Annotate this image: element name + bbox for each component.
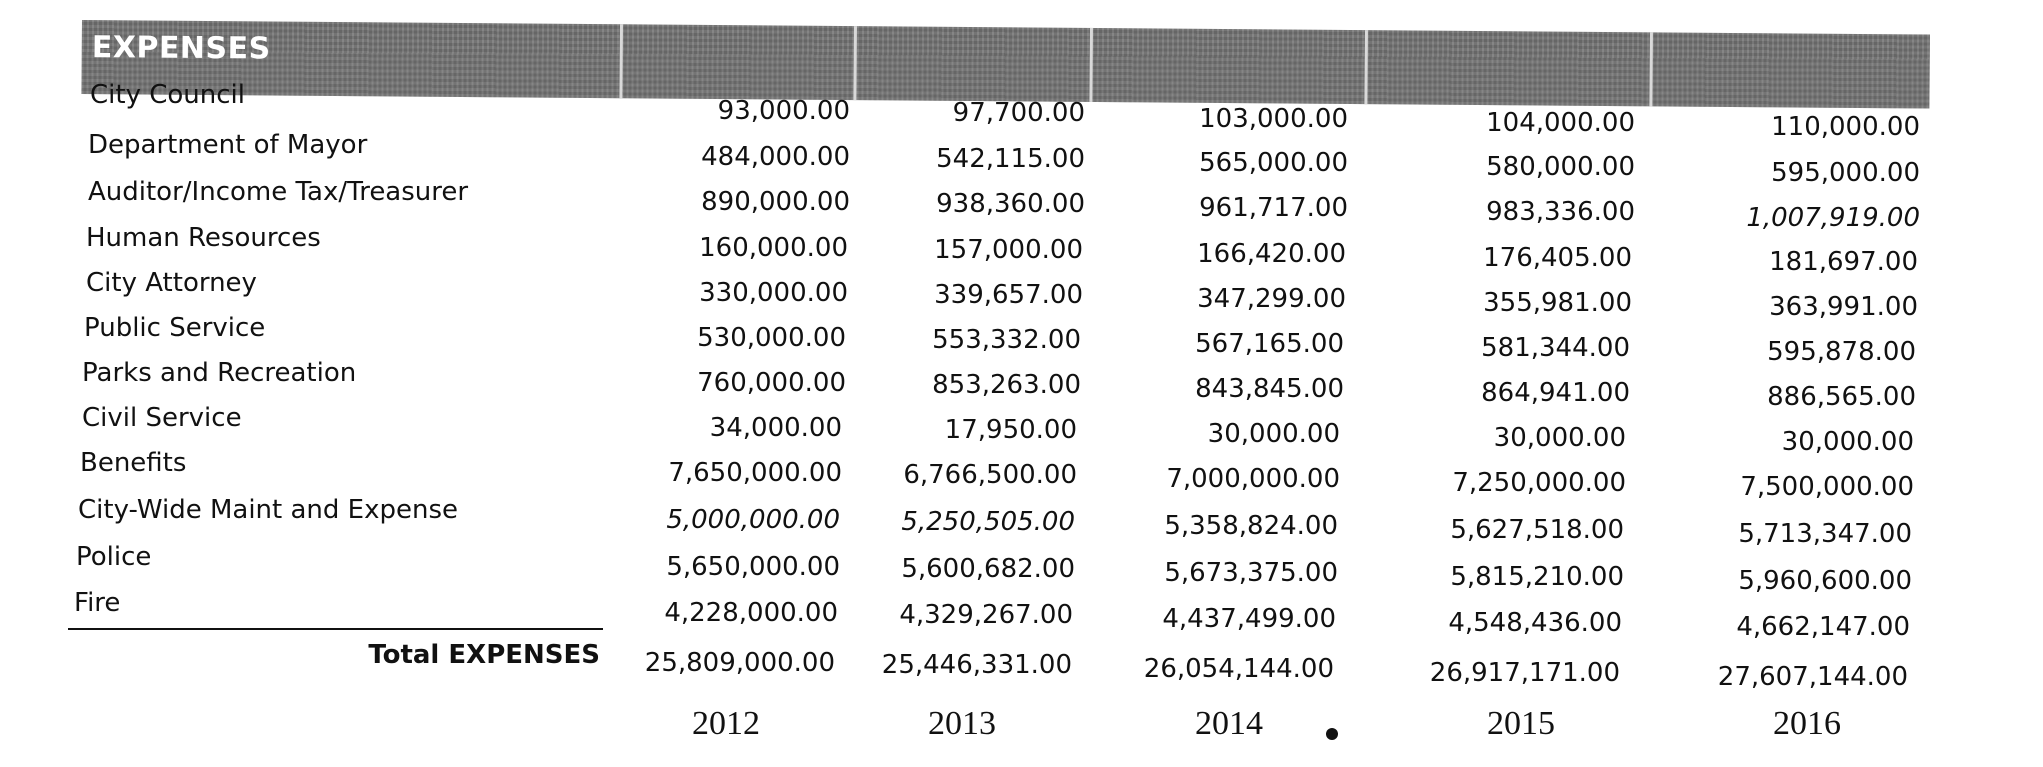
value-2014: 347,299.00 [1197, 284, 1346, 314]
value-2013: 157,000.00 [934, 235, 1083, 265]
header-title: EXPENSES [91, 30, 271, 67]
total-2012: 25,809,000.00 [644, 648, 835, 678]
value-2016: 181,697.00 [1769, 247, 1918, 277]
value-2015: 581,344.00 [1481, 333, 1630, 363]
value-2015: 30,000.00 [1493, 423, 1626, 453]
table-row [0, 403, 2043, 457]
row-label: Department of Mayor [88, 130, 368, 160]
table-row [0, 268, 2043, 322]
value-2012: 530,000.00 [697, 323, 846, 353]
value-2014: 961,717.00 [1199, 193, 1348, 223]
row-label: Fire [74, 588, 121, 618]
row-label: Civil Service [82, 403, 242, 433]
value-2014: 166,420.00 [1197, 239, 1346, 269]
row-label: Benefits [80, 448, 187, 478]
total-2014: 26,054,144.00 [1143, 654, 1334, 684]
value-2015: 7,250,000.00 [1452, 468, 1626, 498]
table-row [0, 542, 2043, 596]
value-2016: 1,007,919.00 [1746, 203, 1920, 233]
total-2013: 25,446,331.00 [881, 650, 1072, 680]
table-row [0, 177, 2043, 233]
year-label: 2014 [1195, 705, 1263, 742]
value-2014: 5,673,375.00 [1164, 558, 1338, 588]
value-2013: 938,360.00 [936, 189, 1085, 219]
value-2016: 363,991.00 [1769, 292, 1918, 322]
value-2012: 890,000.00 [701, 187, 850, 217]
value-2013: 853,263.00 [932, 370, 1081, 400]
value-2012: 4,228,000.00 [664, 598, 838, 628]
year-label: 2012 [692, 705, 760, 742]
value-2015: 104,000.00 [1486, 108, 1635, 138]
value-2013: 6,766,500.00 [903, 460, 1077, 490]
value-2016: 110,000.00 [1771, 112, 1920, 142]
value-2016: 30,000.00 [1781, 427, 1914, 457]
value-2015: 864,941.00 [1481, 378, 1630, 408]
year-label: 2016 [1773, 705, 1841, 742]
table-row [0, 80, 2043, 142]
ink-dot [1326, 728, 1338, 740]
value-2014: 7,000,000.00 [1166, 464, 1340, 494]
value-2015: 580,000.00 [1486, 152, 1635, 182]
value-2014: 843,845.00 [1195, 374, 1344, 404]
value-2015: 5,627,518.00 [1450, 515, 1624, 545]
row-label: Human Resources [86, 223, 321, 253]
row-label: Police [76, 542, 152, 572]
total-2016: 27,607,144.00 [1717, 662, 1908, 692]
table-row [0, 448, 2043, 502]
value-2016: 4,662,147.00 [1736, 612, 1910, 642]
value-2016: 7,500,000.00 [1740, 472, 1914, 502]
row-label: Parks and Recreation [82, 358, 357, 388]
value-2012: 484,000.00 [701, 142, 850, 172]
row-label: Auditor/Income Tax/Treasurer [88, 177, 469, 207]
value-2015: 176,405.00 [1483, 243, 1632, 273]
value-2013: 553,332.00 [932, 325, 1081, 355]
value-2013: 5,600,682.00 [901, 554, 1075, 584]
value-2015: 355,981.00 [1483, 288, 1632, 318]
year-label: 2015 [1487, 705, 1555, 742]
value-2014: 565,000.00 [1199, 148, 1348, 178]
value-2012: 5,650,000.00 [666, 552, 840, 582]
table-row [0, 313, 2043, 367]
value-2016: 595,878.00 [1767, 337, 1916, 367]
value-2015: 4,548,436.00 [1448, 608, 1622, 638]
value-2013: 5,250,505.00 [901, 507, 1075, 537]
row-label: City Council [90, 80, 245, 110]
value-2016: 595,000.00 [1771, 158, 1920, 188]
row-label: City-Wide Maint and Expense [78, 495, 458, 525]
value-2014: 5,358,824.00 [1164, 511, 1338, 541]
table-row [0, 130, 2043, 188]
row-label: City Attorney [86, 268, 257, 298]
value-2016: 5,960,600.00 [1738, 566, 1912, 596]
total-2015: 26,917,171.00 [1429, 658, 1620, 688]
table-row [0, 495, 2043, 549]
value-2016: 5,713,347.00 [1738, 519, 1912, 549]
value-2014: 4,437,499.00 [1162, 604, 1336, 634]
value-2013: 542,115.00 [936, 144, 1085, 174]
year-label: 2013 [928, 705, 996, 742]
value-2012: 160,000.00 [699, 233, 848, 263]
table-row [0, 223, 2043, 277]
value-2014: 103,000.00 [1199, 104, 1348, 134]
value-2015: 5,815,210.00 [1450, 562, 1624, 592]
value-2012: 330,000.00 [699, 278, 848, 308]
value-2014: 567,165.00 [1195, 329, 1344, 359]
value-2015: 983,336.00 [1486, 197, 1635, 227]
value-2012: 93,000.00 [717, 96, 850, 126]
value-2012: 7,650,000.00 [668, 458, 842, 488]
value-2016: 886,565.00 [1767, 382, 1916, 412]
value-2012: 34,000.00 [709, 413, 842, 443]
value-2014: 30,000.00 [1207, 419, 1340, 449]
value-2013: 17,950.00 [944, 415, 1077, 445]
value-2013: 97,700.00 [952, 98, 1085, 128]
value-2012: 760,000.00 [697, 368, 846, 398]
value-2013: 339,657.00 [934, 280, 1083, 310]
table-row [0, 358, 2043, 412]
value-2012: 5,000,000.00 [666, 505, 840, 535]
total-label: Total EXPENSES [368, 640, 600, 670]
total-row [0, 640, 2043, 692]
total-rule [68, 628, 603, 630]
row-label: Public Service [84, 313, 266, 343]
value-2013: 4,329,267.00 [899, 600, 1073, 630]
